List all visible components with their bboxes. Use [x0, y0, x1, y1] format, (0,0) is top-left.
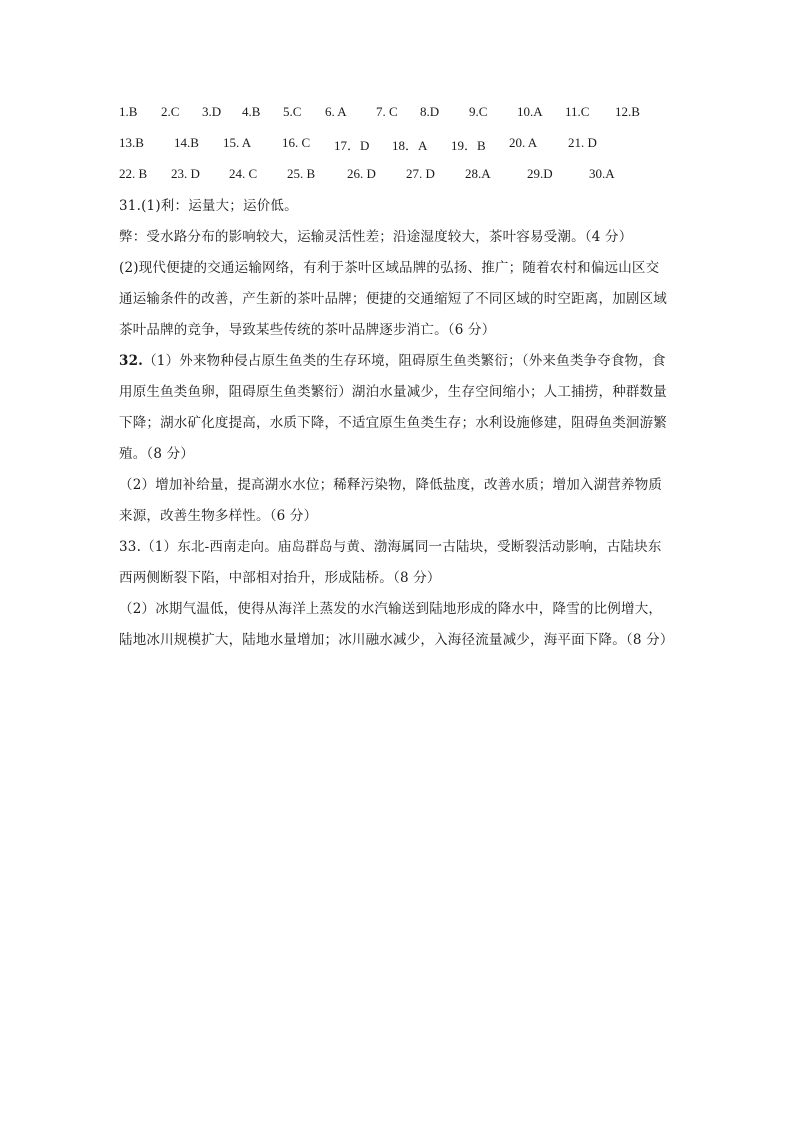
answers-row-3 — [119, 160, 689, 191]
answer-item: 27. D — [406, 166, 435, 181]
question-31-answer — [119, 191, 689, 346]
text-line: 陆地冰川规模扩大，陆地水量增加；冰川融水减少，入海径流量减少，海平面下降。（8 分） — [119, 632, 674, 648]
answer-item: 16. C — [282, 135, 311, 150]
answer-item: 12.B — [615, 104, 640, 119]
answer-item: 1.B — [119, 104, 138, 119]
answer-item: 20. A — [509, 135, 538, 150]
text-line: 31.(1)利：运量大；运价低。 — [119, 198, 298, 214]
text-line: 33.（1）东北-西南走向。庙岛群岛与黄、渤海属同一古陆块，受断裂活动影响，古陆块东 — [119, 539, 662, 555]
answer-item: 13.B — [119, 135, 144, 150]
question-32-answer — [119, 346, 689, 532]
text-line: （2）增加补给量，提高湖水水位；稀释污染物，降低盐度，改善水质；增加入湖营养物质 — [119, 477, 663, 493]
text-line: (2)现代便捷的交通运输网络，有利于茶叶区域品牌的弘扬、推广；随着农村和偏远山区交 — [119, 260, 660, 276]
text-line: 下降；湖水矿化度提高，水质下降，不适宜原生鱼类生存；水利设施修建，阻碍鱼类洄游繁 — [119, 415, 667, 431]
answer-item: 25. B — [287, 166, 316, 181]
text-line: 弊：受水路分布的影响较大，运输灵活性差；沿途湿度较大，茶叶容易受潮。（4 分） — [119, 229, 633, 245]
answer-item: 4.B — [242, 104, 261, 119]
answer-item: 26. D — [347, 166, 376, 181]
text-line: 用原生鱼类鱼卵，阻碍原生鱼类繁衍）湖泊水量减少，生存空间缩小；人工捕捞，种群数量 — [119, 384, 667, 400]
answer-sheet — [119, 98, 689, 656]
text-line: 西两侧断裂下陷，中部相对抬升，形成陆桥。（8 分） — [119, 570, 441, 586]
answer-item: 18．A — [392, 138, 428, 153]
answer-item: 2.C — [161, 104, 180, 119]
answer-item: 5.C — [283, 104, 302, 119]
answers-row-1 — [119, 98, 689, 129]
answer-item: 9.C — [469, 104, 488, 119]
answer-item: 17．D — [334, 138, 370, 153]
answer-item: 21. D — [568, 135, 597, 150]
text-line: 来源，改善生物多样性。（6 分） — [119, 508, 318, 524]
text-line: （2）冰期气温低，使得从海洋上蒸发的水汽输送到陆地形成的降水中，降雪的比例增大， — [119, 601, 663, 617]
answer-item: 15. A — [223, 135, 252, 150]
answer-item: 6. A — [325, 104, 347, 119]
question-33-answer — [119, 532, 689, 656]
text-line: 通运输条件的改善，产生新的茶叶品牌；便捷的交通缩短了不同区域的时空距离，加剧区域 — [119, 291, 667, 307]
text-line: 殖。（8 分） — [119, 446, 195, 462]
answer-item: 24. C — [229, 166, 258, 181]
answer-item: 3.D — [202, 104, 222, 119]
answer-item: 8.D — [420, 104, 440, 119]
answer-item: 30.A — [589, 166, 615, 181]
answer-item: 14.B — [174, 135, 199, 150]
text-fragment: （1）外来物种侵占原生鱼类的生存环境，阻碍原生鱼类繁衍；（外来鱼类争夺食物，食 — [143, 353, 666, 369]
answer-item: 19．B — [451, 138, 486, 153]
text-line — [119, 346, 689, 377]
answer-item: 7. C — [376, 104, 398, 119]
answer-item: 22. B — [119, 166, 148, 181]
answers-row-2 — [119, 129, 689, 160]
answer-item: 23. D — [171, 166, 200, 181]
text-line: 茶叶品牌的竞争，导致某些传统的茶叶品牌逐步消亡。（6 分） — [119, 322, 496, 338]
question-number: 32. — [119, 353, 144, 369]
answer-item: 29.D — [527, 166, 553, 181]
answer-item: 10.A — [517, 104, 543, 119]
answer-item: 28.A — [465, 166, 491, 181]
answer-item: 11.C — [565, 104, 590, 119]
